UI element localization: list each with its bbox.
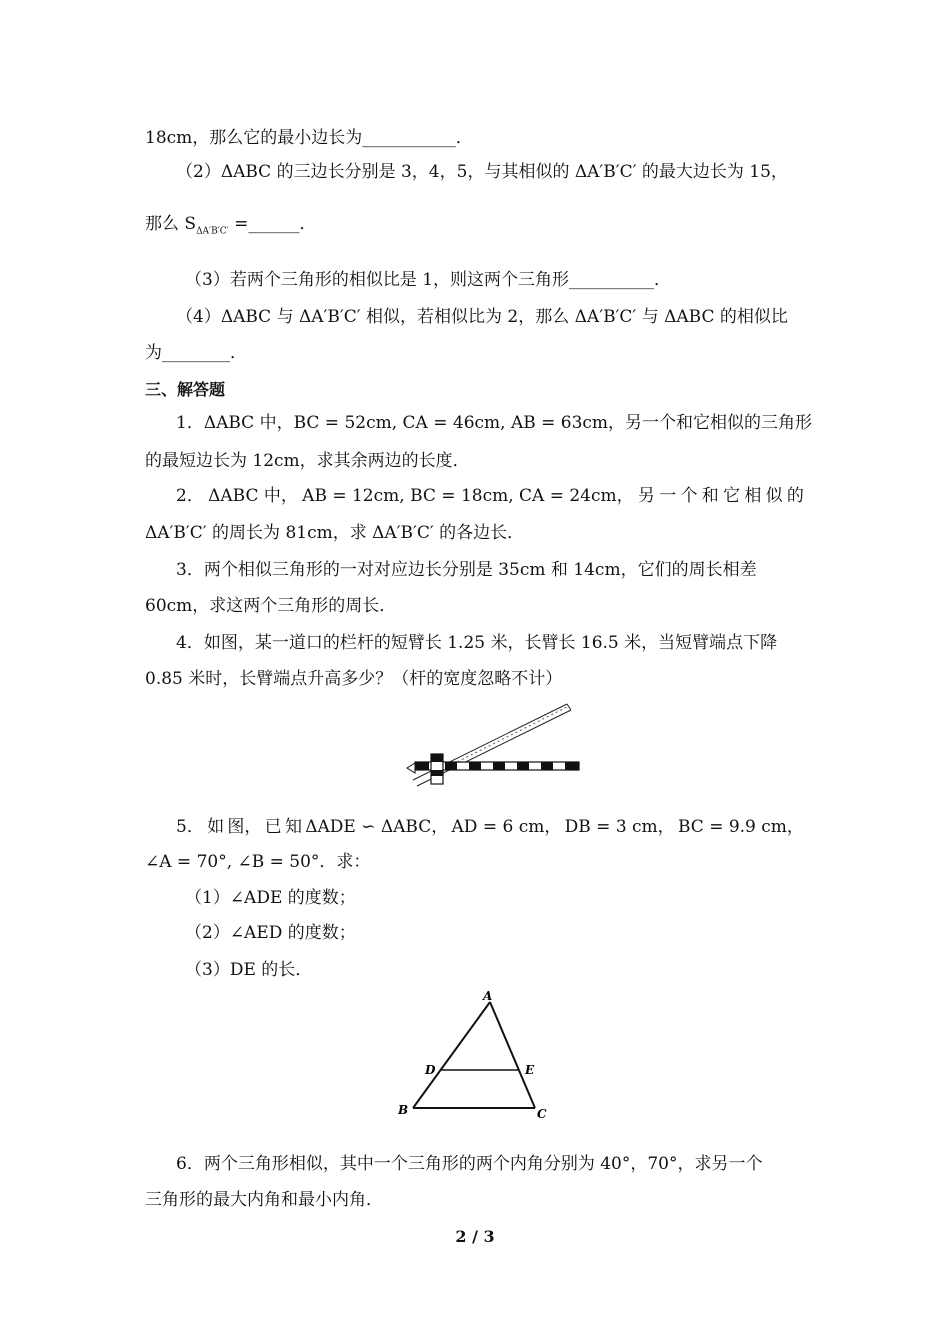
p2-line2: ΔA′B′C′ 的周长为 81cm，求 ΔA′B′C′ 的各边长． [145,523,525,543]
q2-line2-tail: =______． [228,214,317,234]
q3: （3）若两个三角形的相似比是 1，则这两个三角形__________． [185,270,672,290]
p5-part: 如 [207,817,225,837]
p4-line2: 0.85 米时，长臂端点升高多少？（杆的宽度忽略不计） [145,669,563,689]
p2-part: 相 [744,486,762,506]
q2-line2-sub: ΔA′B′C′ [196,226,229,237]
q4-line2: 为________． [145,343,247,363]
label-b: B [398,1103,409,1117]
p2-part: 和 [701,486,719,506]
triangle-lines [413,1002,535,1108]
p3-line2: 60cm，求这两个三角形的周长． [145,596,397,616]
p5-line2: ∠A = 70°, ∠B = 50°．求： [145,852,371,872]
q2-line1: （2）ΔABC 的三边长分别是 3，4，5，与其相似的 ΔA′B′C′ 的最大边长为 15， [176,162,788,182]
p5-part: 5． [176,817,204,837]
p5-part: 知 [284,817,302,837]
p5-part: AD = 6 cm， [451,817,562,837]
p5-sub3: （3）DE 的长． [185,960,313,980]
page-number: 2 / 3 [455,1227,495,1246]
p5-part: 已 [264,817,282,837]
p6-line2: 三角形的最大内角和最小内角． [145,1190,383,1210]
p5-part: BC = 9.9 cm， [677,817,804,837]
p2-part: 另 [637,486,655,506]
p3-line1: 3．两个相似三角形的一对对应边长分别是 35cm 和 14cm，它们的周长相差 [176,560,757,580]
p5-sub2: （2）∠AED 的度数； [185,923,356,943]
p5-part: ΔADE ∽ ΔABC， [305,817,449,837]
p2-part: 似 [765,486,783,506]
p2-part: ΔABC 中， [208,486,298,506]
p5-sub1: （1）∠ADE 的度数； [185,888,356,908]
q2-line2 [145,212,316,243]
pivot-post [431,754,443,784]
section-heading: 三、解答题 [145,380,226,399]
q4-line1: （4）ΔABC 与 ΔA′B′C′ 相似，若相似比为 2，那么 ΔA′B′C′ 与 ΔABC 的相似比 [176,307,788,327]
p2-part: 个 [680,486,698,506]
p1-line2: 的最短边长为 12cm，求其余两边的长度． [145,451,470,471]
q2-line2-text: 那么 S [145,214,197,234]
p2-part: AB = 12cm, BC = 18cm, CA = 24cm， [302,486,634,506]
p5-part: DB = 3 cm， [564,817,675,837]
q1-tail: 18cm，那么它的最小边长为___________． [145,128,473,148]
label-c: C [537,1107,547,1121]
p2-part: 它 [723,486,741,506]
triangle-figure [395,988,565,1123]
p5-part: 图， [227,817,262,837]
p6-line1: 6．两个三角形相似，其中一个三角形的两个内角分别为 40°，70°，求另一个 [176,1154,763,1174]
short-arm [407,763,415,773]
p2-part: 的 [786,486,804,506]
barrier-figure [405,700,585,790]
label-a: A [483,989,493,1003]
p2-part: 2． [176,486,204,506]
p2-part: 一 [659,486,677,506]
p5-line1 [176,815,804,839]
p4-line1: 4．如图，某一道口的栏杆的短臂长 1.25 米，长臂长 16.5 米，当短臂端点下降 [176,633,778,653]
p1-line1: 1．ΔABC 中，BC = 52cm, CA = 46cm, AB = 63cm，另一个和它相似的三角形 [176,413,813,433]
label-d: D [425,1063,436,1077]
label-e: E [525,1063,535,1077]
p2-line1 [176,484,804,508]
